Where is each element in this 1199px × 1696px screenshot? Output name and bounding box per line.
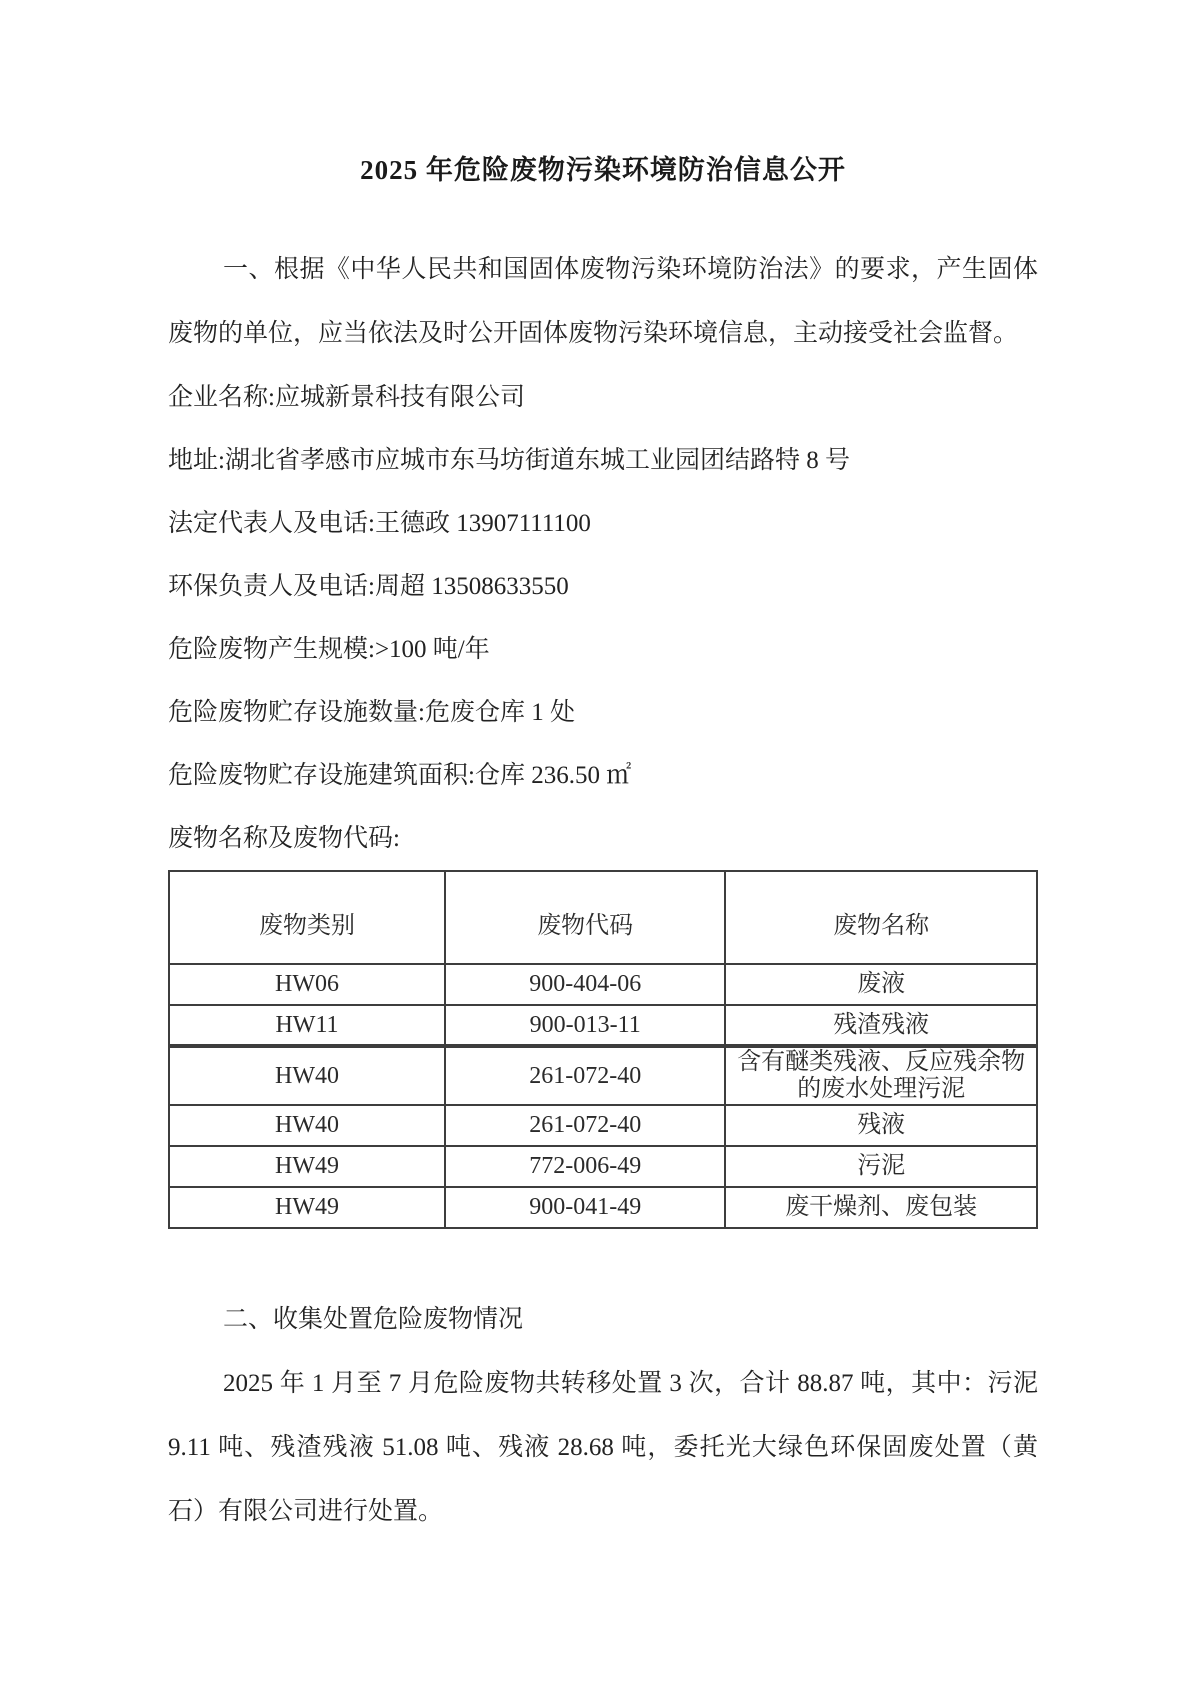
info-line-company-name: 企业名称:应城新景科技有限公司: [168, 384, 525, 411]
cell-waste-code: 900-013-11: [445, 1005, 725, 1046]
info-line-legal-representative: 法定代表人及电话:王德政 13907111100: [168, 510, 591, 537]
table-row: [169, 1105, 1037, 1146]
cell-waste-name: 污泥: [725, 1146, 1037, 1187]
cell-waste-name: 残液: [725, 1105, 1037, 1146]
table-row: [169, 964, 1037, 1005]
section2-heading: 二、收集处置危险废物情况: [223, 1306, 524, 1333]
cell-waste-category: HW40: [169, 1105, 445, 1146]
header-cell-waste-code: 废物代码: [445, 871, 725, 964]
cell-waste-code: 900-404-06: [445, 964, 725, 1005]
cell-waste-name: 含有醚类残液、反应残余物的废水处理污泥: [725, 1046, 1037, 1105]
cell-waste-category: HW49: [169, 1146, 445, 1187]
cell-waste-category: HW40: [169, 1046, 445, 1105]
header-cell-waste-category: 废物类别: [169, 871, 445, 964]
cell-waste-category: HW49: [169, 1187, 445, 1228]
table-row: [169, 1146, 1037, 1187]
info-line-waste-codes-label: 废物名称及废物代码:: [168, 825, 400, 852]
cell-waste-code: 900-041-49: [445, 1187, 725, 1228]
table-row: [169, 1005, 1037, 1046]
info-line-storage-facility-area: 危险废物贮存设施建筑面积:仓库 236.50 ㎡: [168, 762, 632, 789]
cell-waste-code: 261-072-40: [445, 1105, 725, 1146]
info-line-environment-officer: 环保负责人及电话:周超 13508633550: [168, 573, 569, 600]
page-title: 2025 年危险废物污染环境防治信息公开: [360, 155, 846, 185]
cell-waste-code: 261-072-40: [445, 1046, 725, 1105]
info-line-storage-facility-count: 危险废物贮存设施数量:危废仓库 1 处: [168, 699, 575, 726]
table-row: [169, 1187, 1037, 1228]
intro-paragraph: 一、根据《中华人民共和国固体废物污染环境防治法》的要求，产生固体废物的单位，应当依法及时公开固体废物污染环境信息，主动接受社会监督。: [168, 256, 1038, 347]
cell-waste-category: HW11: [169, 1005, 445, 1046]
table-row: [169, 1046, 1037, 1105]
waste-table: [168, 870, 1038, 1229]
section2-paragraph: 2025 年 1 月至 7 月危险废物共转移处置 3 次，合计 88.87 吨，其中：污泥 9.11 吨、残渣残液 51.08 吨、残液 28.68 吨，委托光大绿色环保固废处置（黄石）有限公司进行处置。: [168, 1370, 1038, 1525]
info-line-production-scale: 危险废物产生规模:>100 吨/年: [168, 636, 490, 663]
cell-waste-name: 废干燥剂、废包装: [725, 1187, 1037, 1228]
cell-waste-category: HW06: [169, 964, 445, 1005]
cell-waste-name: 残渣残液: [725, 1005, 1037, 1046]
waste-table-header-row: [169, 871, 1037, 964]
cell-waste-code: 772-006-49: [445, 1146, 725, 1187]
info-line-address: 地址:湖北省孝感市应城市东马坊街道东城工业园团结路特 8 号: [168, 447, 850, 474]
header-cell-waste-name: 废物名称: [725, 871, 1037, 964]
cell-waste-name: 废液: [725, 964, 1037, 1005]
